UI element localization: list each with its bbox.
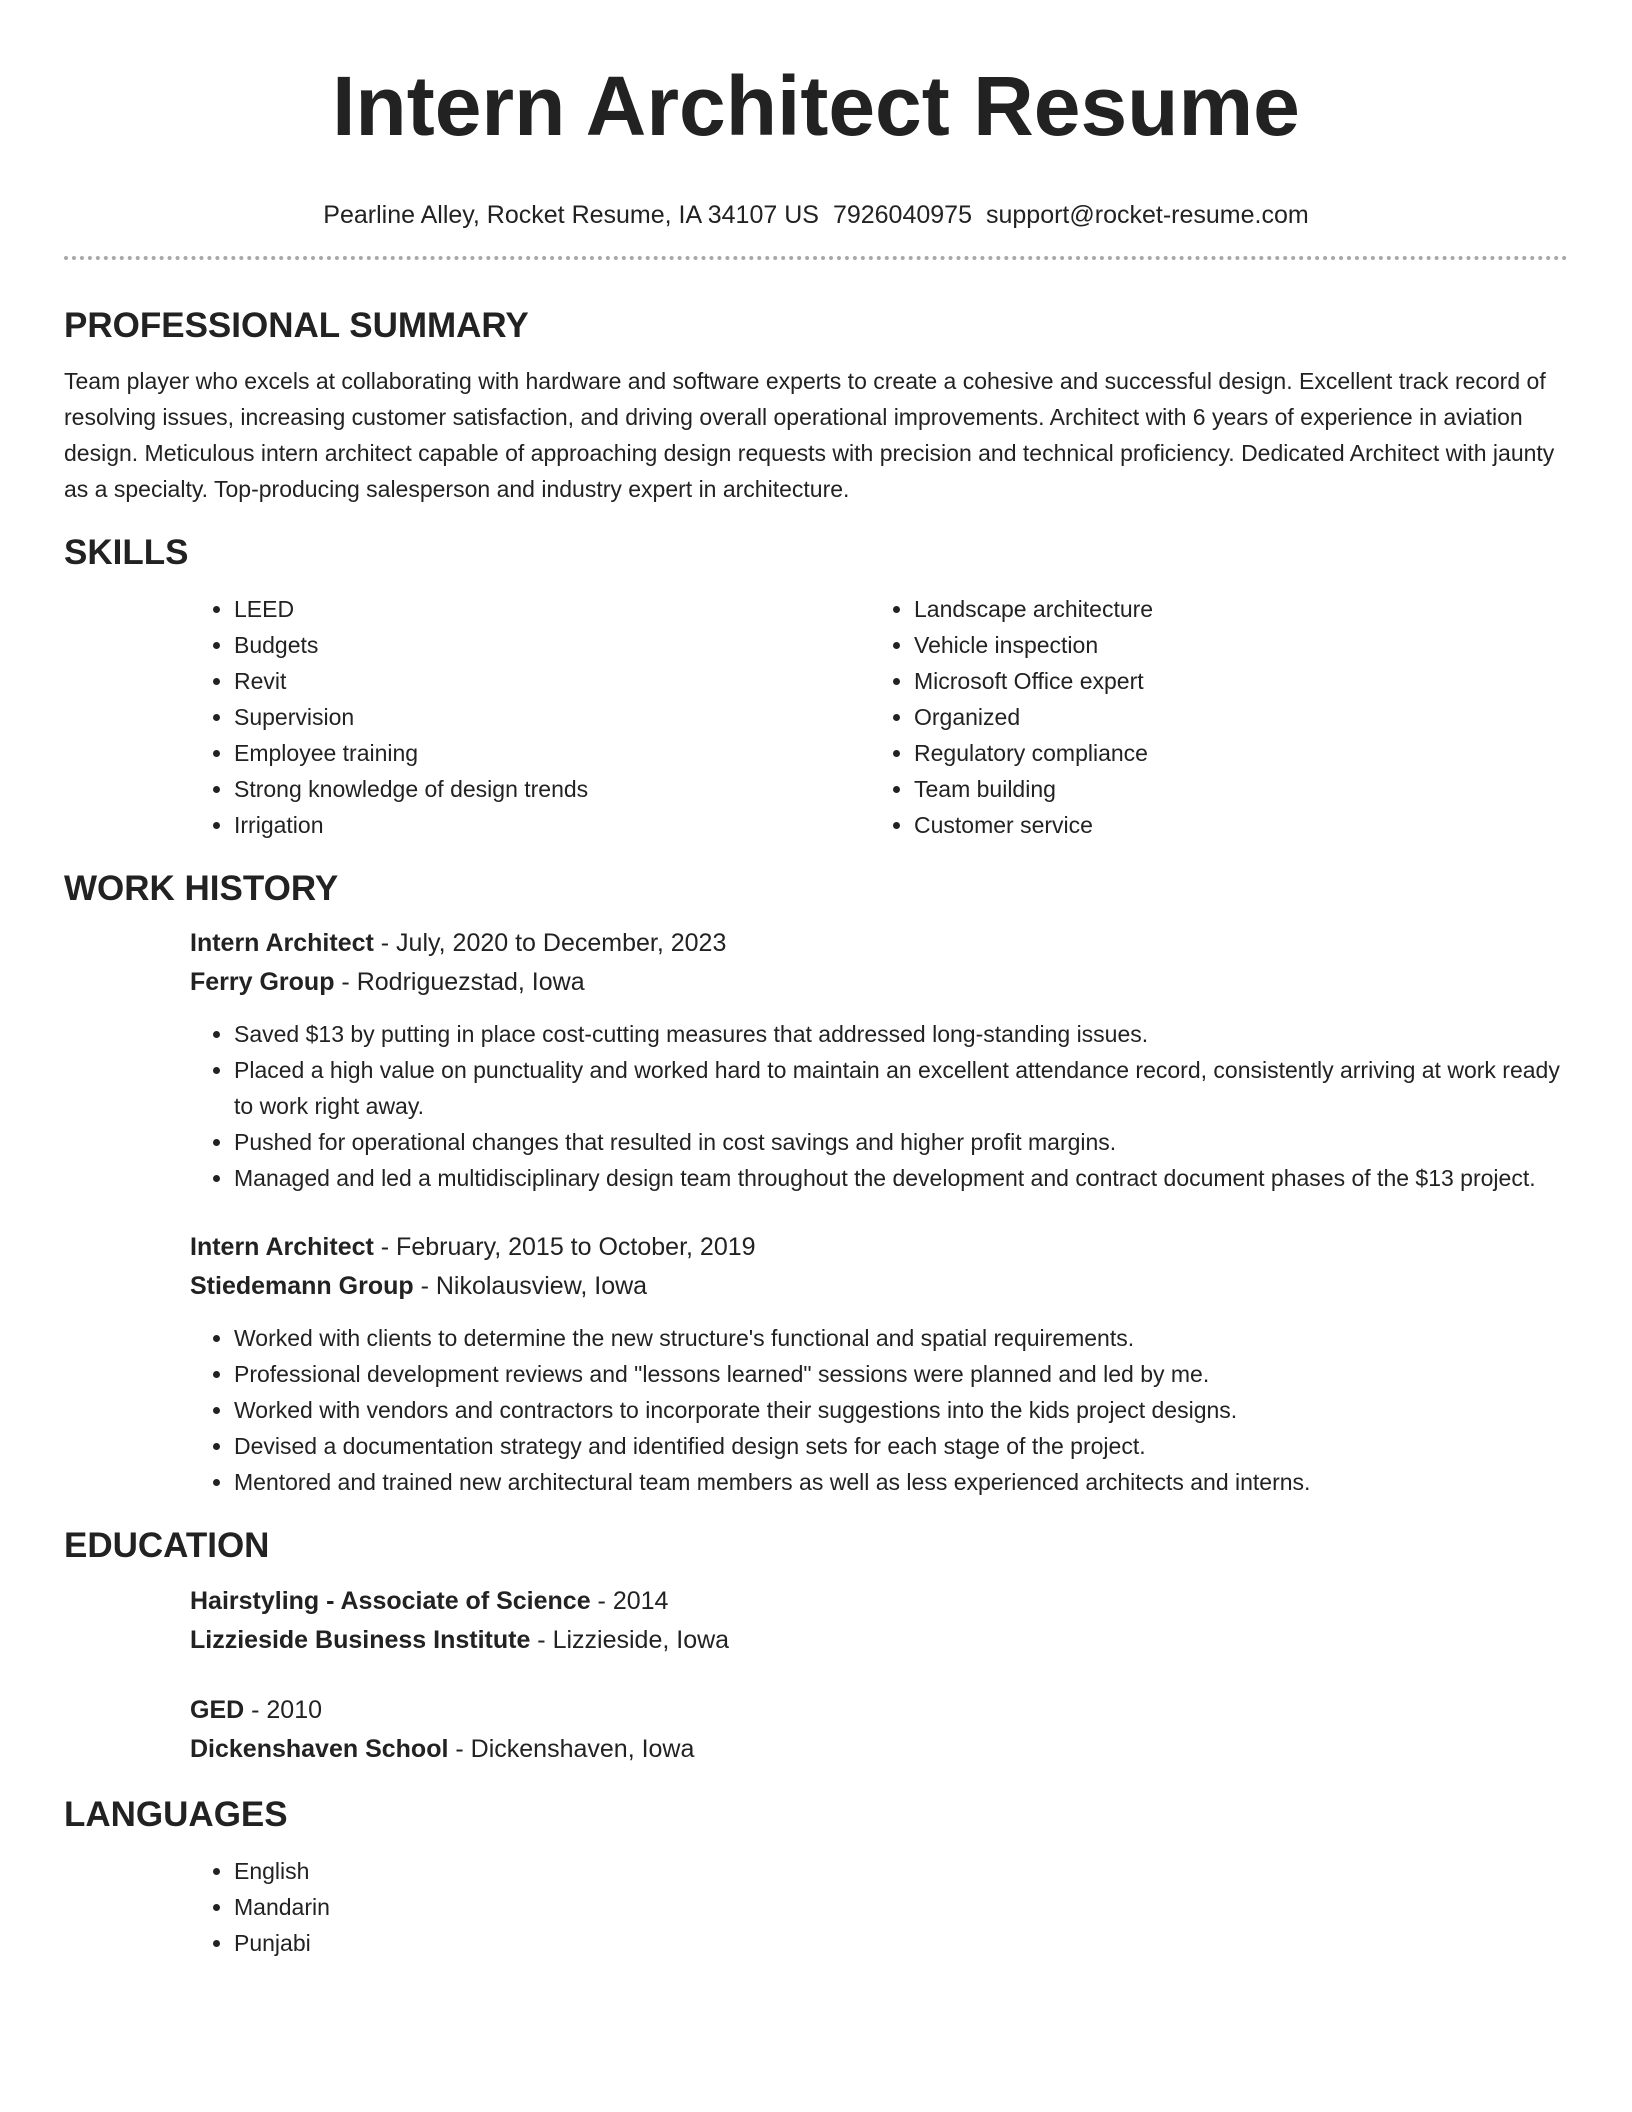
job-company-line <box>190 963 1568 1002</box>
skill-item: • Microsoft Office expert <box>914 663 1550 699</box>
language-item: • English <box>234 1853 1568 1889</box>
separator: - <box>530 1626 553 1654</box>
education-school-line <box>190 1730 1568 1769</box>
job-bullet: • Managed and led a multidisciplinary design team throughout the development and contract document phases of the $13 project. <box>234 1160 1568 1196</box>
contact-address: Pearline Alley, Rocket Resume, IA 34107 US <box>323 201 819 229</box>
contact-phone: 7926040975 <box>832 201 972 229</box>
summary-section <box>64 304 1568 507</box>
education-degree: GED <box>190 1696 245 1724</box>
skill-item: • Strong knowledge of design trends <box>234 771 870 807</box>
education-degree-line <box>190 1691 1568 1730</box>
skill-item: • Organized <box>914 699 1550 735</box>
languages-list <box>190 1853 1568 1961</box>
skills-section <box>64 531 1568 843</box>
skill-item: • Team building <box>914 771 1550 807</box>
job-bullet: • Saved $13 by putting in place cost-cutting measures that addressed long-standing issues. <box>234 1016 1568 1052</box>
header-divider <box>64 256 1568 260</box>
skill-item: • Supervision <box>234 699 870 735</box>
education-school-line <box>190 1621 1568 1660</box>
education-year: 2014 <box>612 1587 669 1615</box>
job-title: Intern Architect <box>190 929 374 957</box>
job-dates: February, 2015 to October, 2019 <box>396 1233 756 1261</box>
job-entry <box>190 924 1568 1196</box>
job-entry <box>190 1228 1568 1500</box>
language-item: • Punjabi <box>234 1925 1568 1961</box>
education-year: 2010 <box>266 1696 323 1724</box>
skills-column-right <box>870 591 1550 843</box>
education-entry <box>190 1691 1568 1769</box>
summary-text: Team player who excels at collaborating with hardware and software experts to create a cohesive and successful design. Excellent track record of resolving issues, increasing customer satisfaction, and driving overall operational improvements. Architect with 6 years of experience in aviation design. Meticulous intern architect capable of approaching design requests with precision and technical proficiency. Dedicated Architect with jaunty as a specialty. Top-producing salesperson and industry expert in architecture. <box>64 368 1555 502</box>
job-bullet: • Professional development reviews and "lessons learned" sessions were planned and led by me. <box>234 1356 1568 1392</box>
resume-title: Intern Architect Resume <box>332 59 1300 153</box>
education-location: Dickenshaven, Iowa <box>470 1735 695 1763</box>
job-location: Rodriguezstad, Iowa <box>356 968 585 996</box>
separator: - <box>590 1587 613 1615</box>
work-history-section <box>64 867 1568 1500</box>
job-dates: July, 2020 to December, 2023 <box>396 929 727 957</box>
job-company: Stiedemann Group <box>190 1272 414 1300</box>
job-title: Intern Architect <box>190 1233 374 1261</box>
skill-item: • Employee training <box>234 735 870 771</box>
skills-grid <box>190 591 1568 843</box>
languages-section <box>64 1793 1568 1961</box>
section-heading-summary: PROFESSIONAL SUMMARY <box>64 306 529 345</box>
job-company-line <box>190 1267 1568 1306</box>
education-school: Dickenshaven School <box>190 1735 449 1763</box>
separator: - <box>448 1735 471 1763</box>
education-section <box>64 1524 1568 1769</box>
section-heading-education: EDUCATION <box>64 1526 270 1565</box>
job-title-line <box>190 924 1568 963</box>
separator: - <box>334 968 357 996</box>
section-heading-work-history: WORK HISTORY <box>64 869 339 908</box>
language-item: • Mandarin <box>234 1889 1568 1925</box>
job-bullet: • Pushed for operational changes that resulted in cost savings and higher profit margins. <box>234 1124 1568 1160</box>
job-bullet: • Placed a high value on punctuality and worked hard to maintain an excellent attendance record, consistently arriving at work ready to work right away. <box>234 1052 1568 1124</box>
separator: - <box>373 929 397 957</box>
separator: - <box>244 1696 267 1724</box>
education-location: Lizzieside, Iowa <box>552 1626 730 1654</box>
skill-item: • Budgets <box>234 627 870 663</box>
skill-item: • LEED <box>234 591 870 627</box>
skill-item: • Irrigation <box>234 807 870 843</box>
education-school: Lizzieside Business Institute <box>190 1626 531 1654</box>
skill-item: • Customer service <box>914 807 1550 843</box>
job-bullets <box>190 1016 1568 1196</box>
skill-item: • Revit <box>234 663 870 699</box>
skill-item: • Vehicle inspection <box>914 627 1550 663</box>
skills-column-left <box>190 591 870 843</box>
job-bullet: • Mentored and trained new architectural team members as well as less experienced architects and interns. <box>234 1464 1568 1500</box>
skill-item: • Regulatory compliance <box>914 735 1550 771</box>
section-heading-languages: LANGUAGES <box>64 1795 288 1834</box>
skill-item: • Landscape architecture <box>914 591 1550 627</box>
job-bullets <box>190 1320 1568 1500</box>
contact-email: support@rocket-resume.com <box>985 201 1309 229</box>
section-heading-skills: SKILLS <box>64 533 189 572</box>
education-degree-line <box>190 1582 1568 1621</box>
education-degree: Hairstyling - Associate of Science <box>190 1587 591 1615</box>
contact-info <box>64 198 1568 232</box>
job-bullet: • Worked with clients to determine the new structure's functional and spatial requirements. <box>234 1320 1568 1356</box>
job-bullet: • Devised a documentation strategy and identified design sets for each stage of the project. <box>234 1428 1568 1464</box>
separator: - <box>413 1272 436 1300</box>
job-title-line <box>190 1228 1568 1267</box>
education-entry <box>190 1582 1568 1660</box>
separator: - <box>373 1233 397 1261</box>
job-location: Nikolausview, Iowa <box>435 1272 648 1300</box>
job-bullet: • Worked with vendors and contractors to incorporate their suggestions into the kids project designs. <box>234 1392 1568 1428</box>
job-company: Ferry Group <box>190 968 335 996</box>
